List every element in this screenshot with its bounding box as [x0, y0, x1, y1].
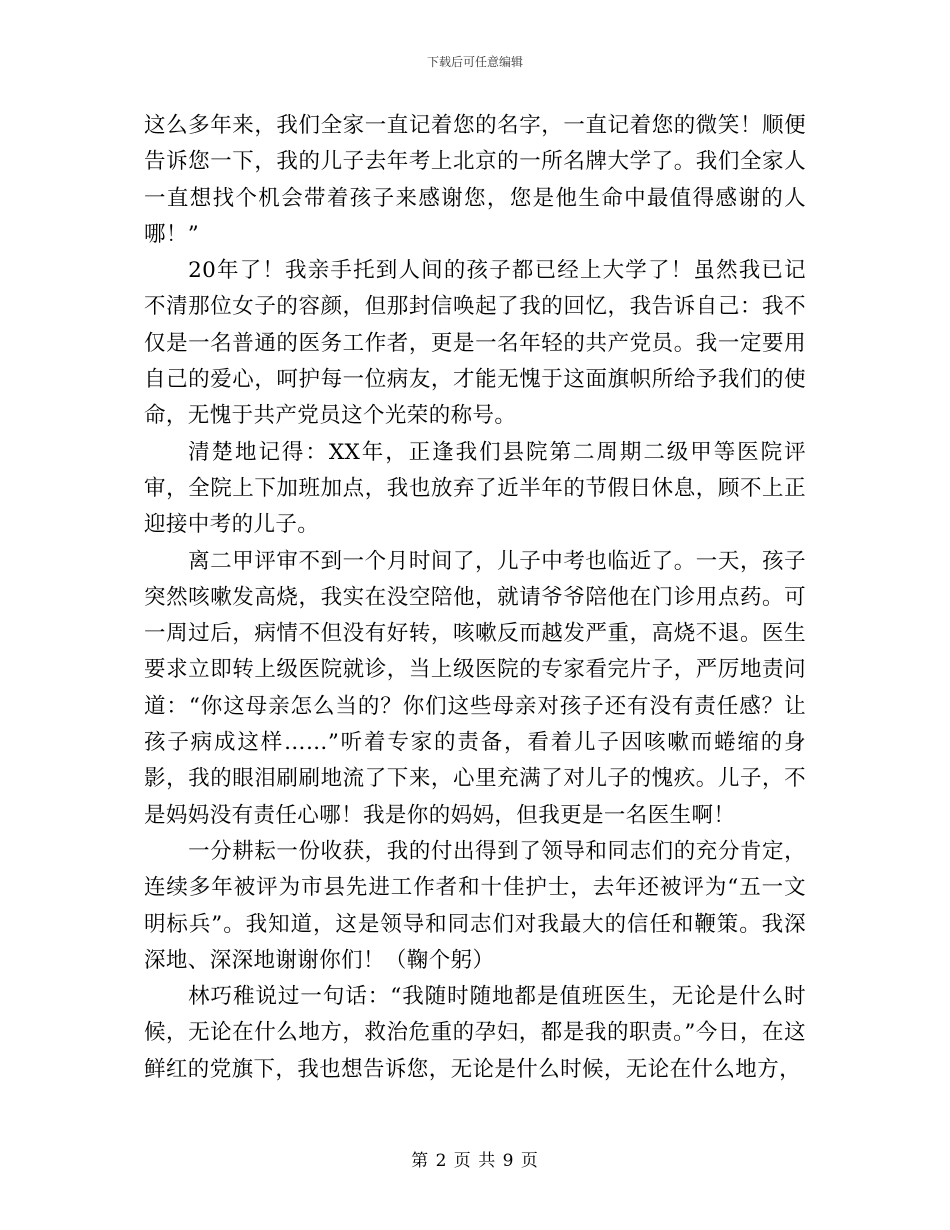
paragraph-son-illness: 离二甲评审不到一个月时间了，儿子中考也临近了。一天，孩子突然咳嗽发高烧，我实在没空陪他，就请爷爷陪他在门诊用点药。可一周过后，病情不但没有好转，咳嗽反而越发严重，高烧不退。医生要求立即转上级医院就诊，当上级医院的专家看完片子，严厉地责问道：“你这母亲怎么当的？你们这些母亲对孩子还有没有责任感？让孩子病成这样……”听着专家的责备，看着儿子因咳嗽而蜷缩的身影，我的眼泪刷刷地流了下来，心里充满了对儿子的愧疚。儿子，不是妈妈没有责任心哪！我是你的妈妈，但我更是一名医生啊！ [144, 548, 806, 828]
page-header-note: 下载后可任意编辑 [426, 55, 523, 69]
paragraph-twenty-years: 20年了！我亲手托到人间的孩子都已经上大学了！虽然我已记不清那位女子的容颜，但那封信唤起了我的回忆，我告诉自己：我不仅是一名普通的医务工作者，更是一名年轻的共产党员。我一定要用自己的爱心，呵护每一位病友，才能无愧于这面旗帜所给予我们的使命，无愧于共产党员这个光荣的称号。 [144, 258, 806, 429]
paragraph-hospital-review: 清楚地记得：XX年，正逢我们县院第二周期二级甲等医院评审，全院上下加班加点，我也放弃了近半年的节假日休息，顾不上正迎接中考的儿子。 [144, 439, 806, 538]
paragraph-lin-qiaozhi-quote: 林巧稚说过一句话：“我随时随地都是值班医生，无论是什么时候，无论在什么地方，救治危重的孕妇，都是我的职责。”今日，在这鲜红的党旗下，我也想告诉您，无论是什么时候，无论在什么地方， [144, 984, 806, 1082]
paragraph-letter-ending: 这么多年来，我们全家一直记着您的名字，一直记着您的微笑！顺便告诉您一下，我的儿子去年考上北京的一所名牌大学了。我们全家人一直想找个机会带着孩子来感谢您，您是他生命中最值得感谢的人哪！” [144, 113, 806, 247]
page-number-footer: 第 2 页 共 9 页 [411, 1151, 539, 1171]
paragraph-recognition: 一分耕耘一份收获，我的付出得到了领导和同志们的充分肯定，连续多年被评为市县先进工作者和十佳护士，去年还被评为“五一文明标兵”。我知道，这是领导和同志们对我最大的信任和鞭策。我深深地、深深地谢谢你们！（鞠个躬） [144, 838, 806, 973]
document-body [144, 108, 806, 1088]
